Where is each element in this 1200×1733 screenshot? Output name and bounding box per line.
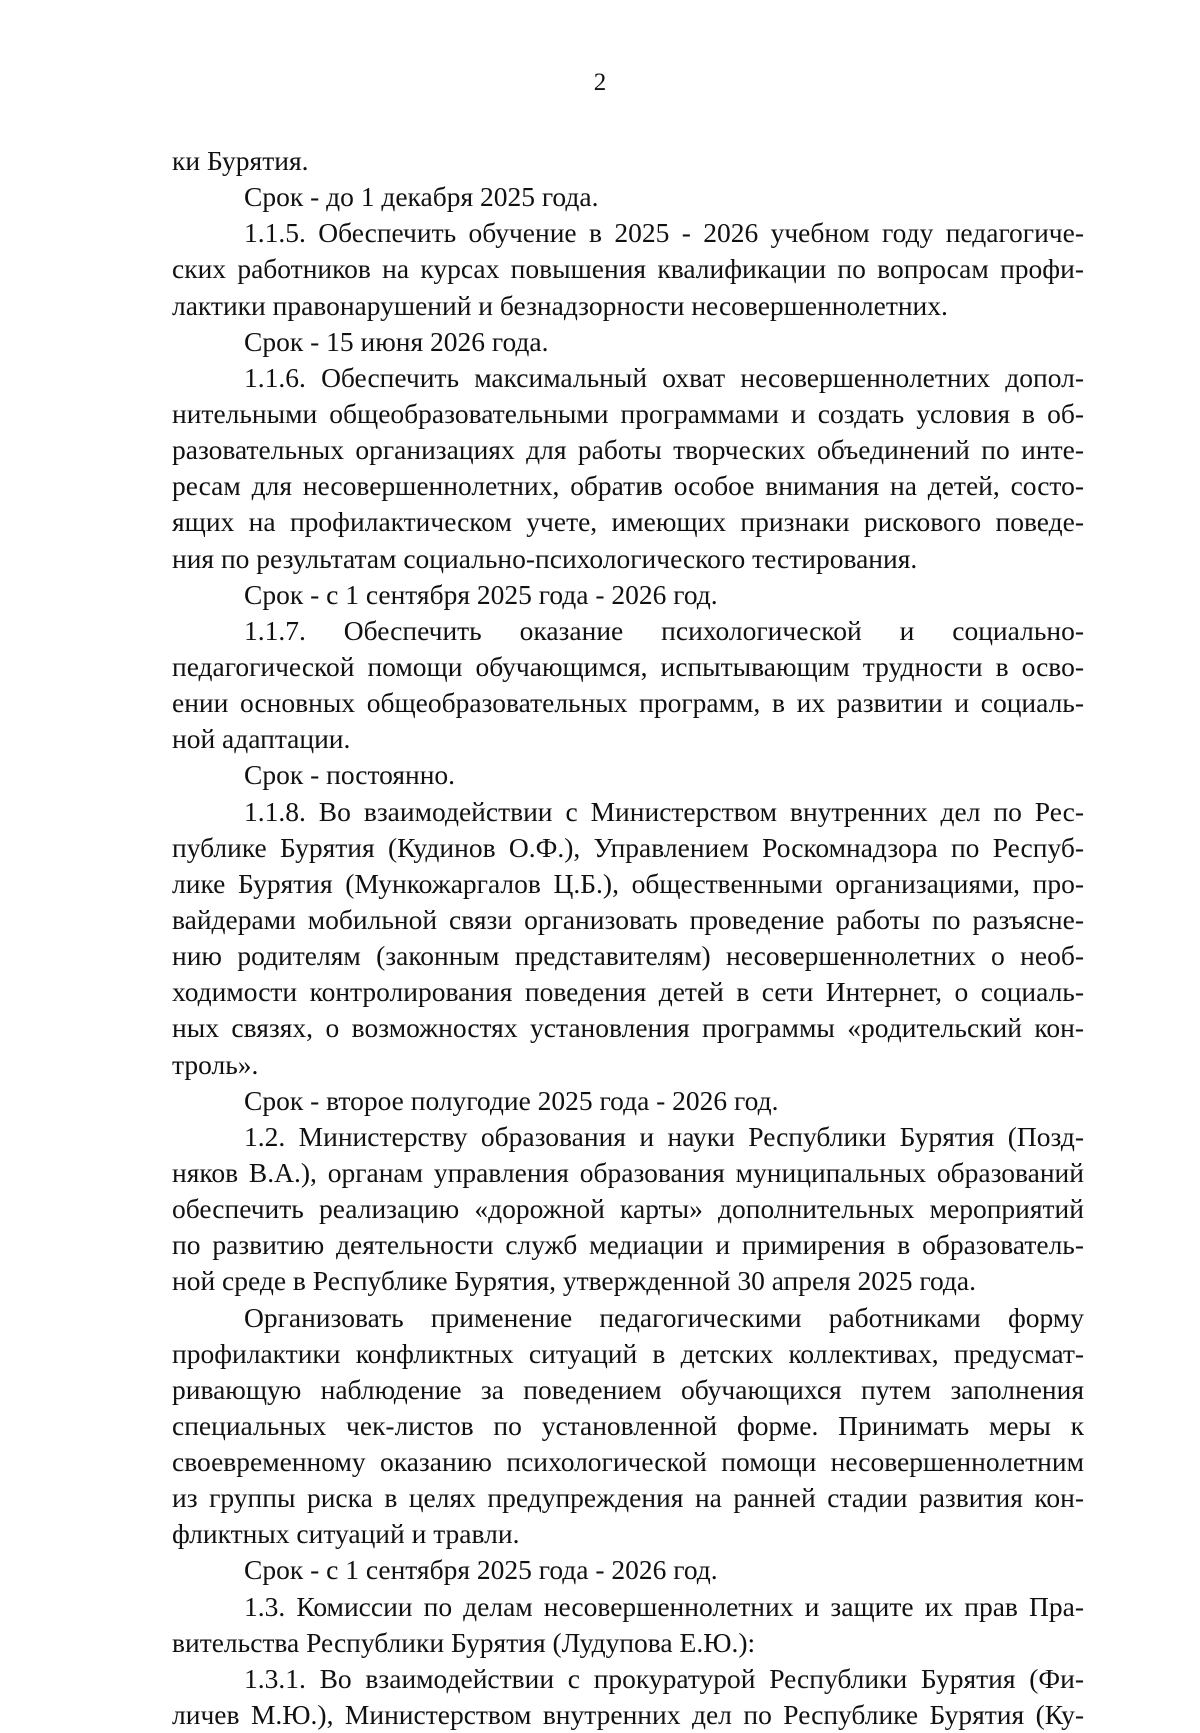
text-line: специальных чек-листов по установленной форме. Принимать меры к (172, 1409, 1084, 1441)
text-line: профилактики конфликтных ситуаций в детских коллективах, предусмат- (172, 1337, 1084, 1369)
text-line: Срок - с 1 сентября 2025 года - 2026 год. (244, 1554, 718, 1586)
text-line: вительства Республики Бурятия (Лудупова Е.Ю.): (172, 1626, 756, 1658)
text-line: личев М.Ю.), Министерством внутренних дел по Республике Бурятия (Ку- (172, 1699, 1084, 1731)
text-line: ных связях, о возможностях установления программы «родительский кон- (172, 1012, 1084, 1044)
page-number: 2 (593, 69, 607, 96)
text-line: разовательных организациях для работы творческих объединений по инте- (172, 434, 1084, 466)
text-line: педагогической помощи обучающимся, испытывающим трудности в осво- (172, 650, 1084, 682)
text-line: по развитию деятельности служб медиации и примирения в образователь- (172, 1229, 1084, 1261)
text-line: обеспечить реализацию «дорожной карты» дополнительных мероприятий (172, 1193, 1084, 1225)
text-line: лактики правонарушений и безнадзорности несовершеннолетних. (172, 289, 948, 321)
text-line: троль». (172, 1048, 259, 1080)
text-line: ной адаптации. (172, 723, 351, 755)
text-line: 1.1.8. Во взаимодействии с Министерством внутренних дел по Рес- (244, 795, 1084, 827)
text-line: 1.1.6. Обеспечить максимальный охват несовершеннолетних допол- (244, 361, 1084, 393)
text-line: 1.1.7. Обеспечить оказание психологической и социально- (244, 614, 1084, 646)
text-line: Организовать применение педагогическими работниками форму (244, 1301, 1084, 1333)
text-line: Срок - постоянно. (244, 759, 456, 791)
text-line: из группы риска в целях предупреждения на ранней стадии развития кон- (172, 1482, 1084, 1514)
text-line: вайдерами мобильной связи организовать проведение работы по разъясне- (172, 903, 1084, 935)
text-line: нию родителям (законным представителям) несовершеннолетних о необ- (172, 940, 1084, 972)
text-line: Срок - второе полугодие 2025 года - 2026 год. (244, 1084, 779, 1116)
text-line: Срок - с 1 сентября 2025 года - 2026 год. (244, 578, 718, 610)
text-line: ении основных общеобразовательных программ, в их развитии и социаль- (172, 687, 1084, 719)
text-line: ящих на профилактическом учете, имеющих признаки рискового поведе- (172, 506, 1084, 538)
text-line: ходимости контролирования поведения детей в сети Интернет, о социаль- (172, 976, 1084, 1008)
text-line: публике Бурятия (Кудинов О.Ф.), Управлением Роскомнадзора по Респуб- (172, 831, 1084, 863)
text-line: ривающую наблюдение за поведением обучающихся путем заполнения (172, 1373, 1084, 1405)
text-line: 1.2. Министерству образования и науки Республики Бурятия (Позд- (244, 1120, 1084, 1152)
text-line: Срок - до 1 декабря 2025 года. (244, 181, 599, 213)
text-line: лике Бурятия (Мункожаргалов Ц.Б.), общественными организациями, про- (172, 867, 1084, 899)
text-line: ки Бурятия. (172, 145, 309, 176)
text-line: Срок - 15 июня 2026 года. (244, 325, 549, 357)
text-line: ной среде в Республике Бурятия, утвержденной 30 апреля 2025 года. (172, 1265, 976, 1297)
text-line: нительными общеобразовательными программами и создать условия в об- (172, 397, 1084, 429)
document-body (172, 143, 1084, 1733)
text-line: няков В.А.), органам управления образования муниципальных образований (172, 1156, 1084, 1188)
text-line: своевременному оказанию психологической помощи несовершеннолетним (172, 1446, 1084, 1478)
text-line: 1.3. Комиссии по делам несовершеннолетних и защите их прав Пра- (244, 1590, 1084, 1622)
text-line: ресам для несовершеннолетних, обратив особое внимания на детей, состо- (172, 470, 1084, 502)
text-line: 1.1.5. Обеспечить обучение в 2025 - 2026 учебном году педагогиче- (244, 217, 1084, 249)
text-line: ния по результатам социально-психологического тестирования. (172, 542, 918, 574)
text-line: ских работников на курсах повышения квалификации по вопросам профи- (172, 253, 1084, 285)
text-line: 1.3.1. Во взаимодействии с прокуратурой Республики Бурятия (Фи- (244, 1662, 1084, 1694)
text-line: фликтных ситуаций и травли. (172, 1518, 520, 1550)
